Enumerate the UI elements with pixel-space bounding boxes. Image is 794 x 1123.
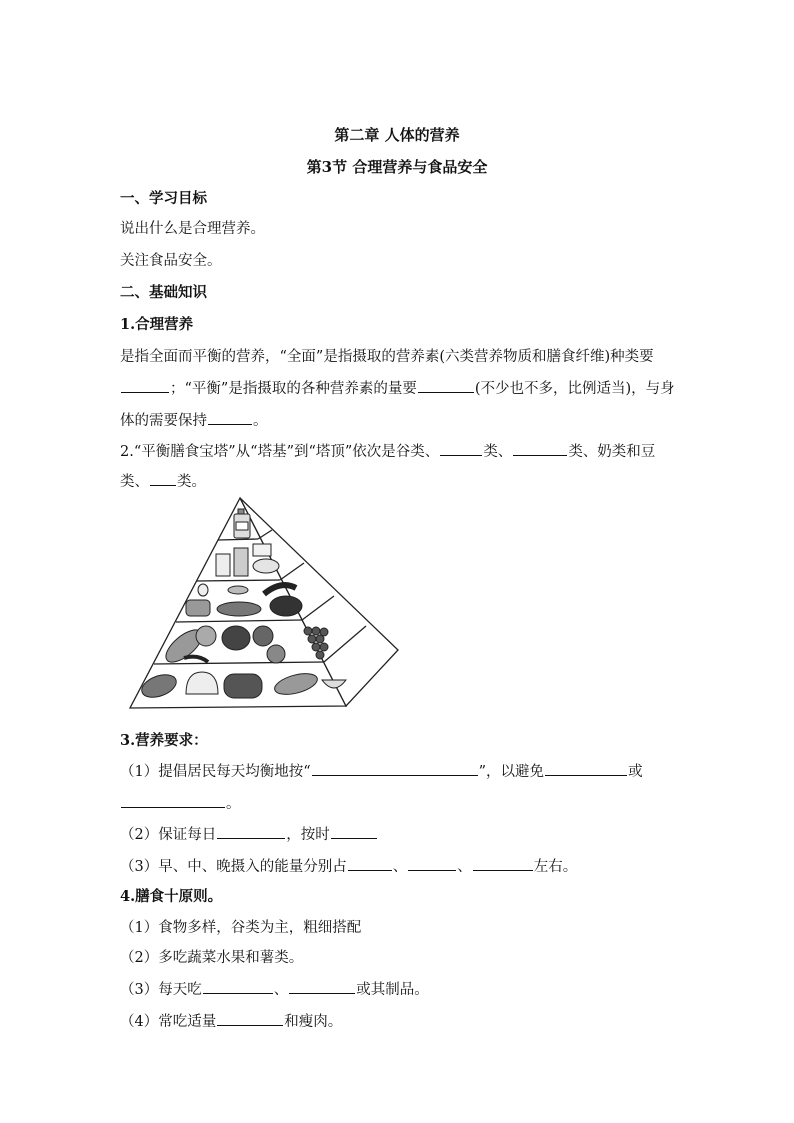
q2-line-2-text-a: 类、 xyxy=(120,474,149,490)
objective-item-1: 说出什么是合理营养。 xyxy=(120,221,265,237)
answer-blank[interactable] xyxy=(513,441,567,456)
egg-icon xyxy=(198,584,208,596)
q3-item-2 xyxy=(120,823,378,844)
milk-bottle-icon xyxy=(234,548,248,576)
q2-line-2 xyxy=(120,470,206,491)
q4-item-3-text-a: （3）每天吃 xyxy=(120,982,202,998)
objective-item-2: 关注食品安全。 xyxy=(120,253,222,269)
answer-blank[interactable] xyxy=(208,410,252,425)
answer-blank[interactable] xyxy=(217,824,285,839)
q2-line-1-text-b: 类、 xyxy=(483,444,513,460)
basics-heading: 二、基础知识 xyxy=(120,284,207,301)
q4-item-3-text-c: 或其制品。 xyxy=(356,982,429,998)
answer-blank[interactable] xyxy=(440,441,482,456)
q3-item-3-text-d: 左右。 xyxy=(533,859,578,875)
q2-line-2-text-b: 类。 xyxy=(177,474,206,490)
q1-line-2-text-b: (不少也不多，比例适当)，与身 xyxy=(474,381,675,397)
answer-blank[interactable] xyxy=(312,761,478,776)
q3-item-1-text-b: ”，以避免 xyxy=(478,764,545,780)
q1-line-3 xyxy=(120,409,268,430)
q3-item-3 xyxy=(120,855,577,876)
q3-item-3-text-a: （3）早、中、晚摄入的能量分别占 xyxy=(120,859,347,875)
q4-item-4-text-b: 和瘦肉。 xyxy=(284,1014,343,1030)
q1-line-3-text-a: 体的需要保持 xyxy=(120,413,207,429)
q3-item-2-text-a: （2）保证每日 xyxy=(120,827,217,843)
q3-item-1-text-c: 或 xyxy=(628,764,643,780)
milk-carton-icon xyxy=(216,554,230,576)
bread-icon xyxy=(224,674,262,698)
answer-blank[interactable] xyxy=(473,856,533,871)
answer-blank[interactable] xyxy=(418,378,474,393)
q4-heading: 4.膳食十原则。 xyxy=(120,888,223,905)
answer-blank[interactable] xyxy=(121,793,225,808)
objectives-heading: 一、学习目标 xyxy=(120,190,207,207)
q3-item-1-text-a: （1）提倡居民每天均衡地按“ xyxy=(120,764,311,780)
chapter-title: 第二章 人体的营养 xyxy=(334,126,460,144)
answer-blank[interactable] xyxy=(289,979,355,994)
q4-item-3 xyxy=(120,978,429,999)
q4-item-1: （1）食物多样，谷类为主，粗细搭配 xyxy=(120,920,362,936)
q3-item-1-text-d: 。 xyxy=(226,796,241,812)
answer-blank[interactable] xyxy=(331,824,377,839)
tofu-icon xyxy=(253,544,271,556)
q2-line-1-text-c: 类、奶类和豆 xyxy=(568,444,656,460)
q4-item-2: （2）多吃蔬菜水果和薯类。 xyxy=(120,950,304,966)
q1-line-1: 是指全面而平衡的营养，“全面”是指摄取的营养素(六类营养物质和膳食纤维)种类要 xyxy=(120,349,654,365)
answer-blank[interactable] xyxy=(203,979,273,994)
answer-blank[interactable] xyxy=(121,378,169,393)
answer-blank[interactable] xyxy=(348,856,392,871)
q4-item-3-text-b: 、 xyxy=(273,982,289,998)
q4-item-4 xyxy=(120,1010,342,1031)
leafy-greens-icon xyxy=(222,626,250,650)
section-title: 第3节 合理营养与食品安全 xyxy=(306,158,488,176)
answer-blank[interactable] xyxy=(545,761,627,776)
q1-heading: 1.合理营养 xyxy=(120,316,194,333)
q3-item-2-text-b: ，按时 xyxy=(286,827,330,843)
q4-item-4-text-a: （4）常吃适量 xyxy=(120,1014,217,1030)
answer-blank[interactable] xyxy=(408,856,456,871)
meat-icon xyxy=(186,600,210,616)
q3-item-3-text-c: 、 xyxy=(457,859,472,875)
answer-blank[interactable] xyxy=(217,1011,283,1026)
tomato-icon xyxy=(253,626,273,646)
fish-icon xyxy=(217,602,261,616)
shrimp-icon xyxy=(228,586,248,594)
balanced-diet-pyramid-figure xyxy=(126,496,400,712)
bowl-icon xyxy=(253,559,279,573)
orange-icon xyxy=(267,645,285,663)
q1-line-3-text-b: 。 xyxy=(253,413,268,429)
answer-blank[interactable] xyxy=(150,471,176,486)
q1-line-2-text-a: ；“平衡”是指摄取的各种营养素的量要 xyxy=(170,381,417,397)
onion-icon xyxy=(196,626,216,646)
q3-item-1-cont xyxy=(120,792,241,813)
q2-line-1-text-a: 2.“平衡膳食宝塔”从“塔基”到“塔顶”依次是谷类、 xyxy=(120,444,440,460)
q1-line-2 xyxy=(120,377,675,398)
q3-item-1 xyxy=(120,760,643,781)
q3-heading: 3.营养要求： xyxy=(120,732,208,749)
q2-line-1 xyxy=(120,440,655,461)
q3-item-3-text-b: 、 xyxy=(392,859,408,875)
chicken-icon xyxy=(270,596,302,616)
